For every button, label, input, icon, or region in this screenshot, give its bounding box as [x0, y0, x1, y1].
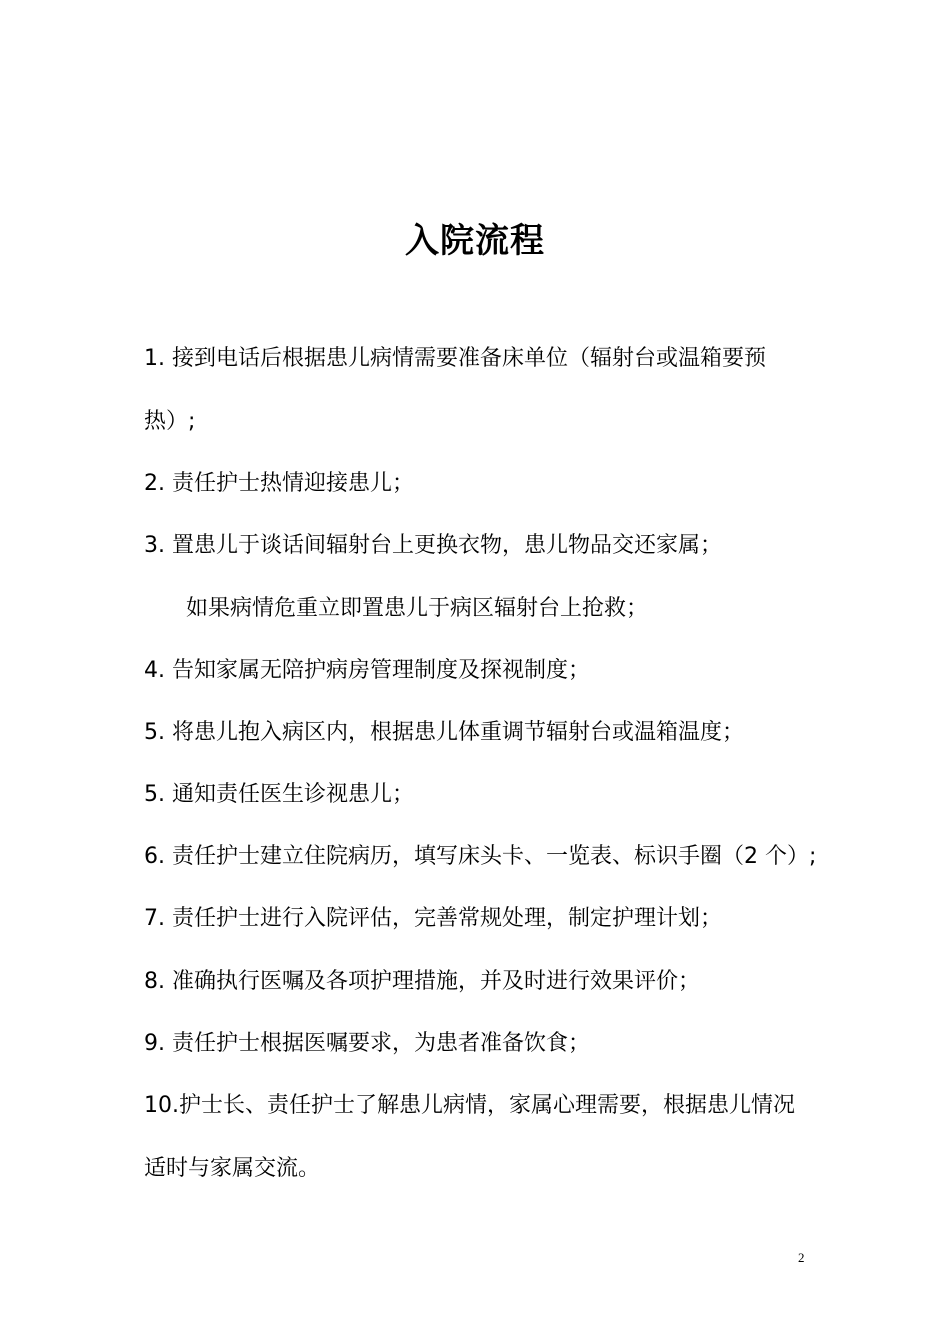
step-4: 4. 告知家属无陪护病房管理制度及探视制度；	[144, 658, 590, 683]
step-1-line-2: 热）;	[144, 409, 196, 434]
step-2: 2. 责任护士热情迎接患儿；	[144, 471, 414, 496]
step-3-note: 如果病情危重立即置患儿于病区辐射台上抢救；	[186, 596, 649, 621]
step-10-line-1: 10.护士长、责任护士了解患儿病情，家属心理需要，根据患儿情况	[144, 1093, 795, 1118]
step-1-line-1: 1. 接到电话后根据患儿病情需要准备床单位（辐射台或温箱要预	[144, 346, 766, 371]
step-6: 6. 责任护士建立住院病历，填写床头卡、一览表、标识手圈（2 个）;	[144, 844, 817, 869]
step-5a: 5. 将患儿抱入病区内，根据患儿体重调节辐射台或温箱温度；	[144, 720, 744, 745]
step-9: 9. 责任护士根据医嘱要求，为患者准备饮食；	[144, 1031, 590, 1056]
step-7: 7. 责任护士进行入院评估，完善常规处理，制定护理计划；	[144, 906, 722, 931]
step-8: 8. 准确执行医嘱及各项护理措施，并及时进行效果评价；	[144, 969, 700, 994]
document-title: 入院流程	[405, 221, 545, 261]
step-3: 3. 置患儿于谈话间辐射台上更换衣物，患儿物品交还家属；	[144, 533, 722, 558]
step-10-line-2: 适时与家属交流。	[144, 1156, 321, 1181]
step-5b: 5. 通知责任医生诊视患儿；	[144, 782, 414, 807]
page-number: 2	[798, 1250, 805, 1265]
